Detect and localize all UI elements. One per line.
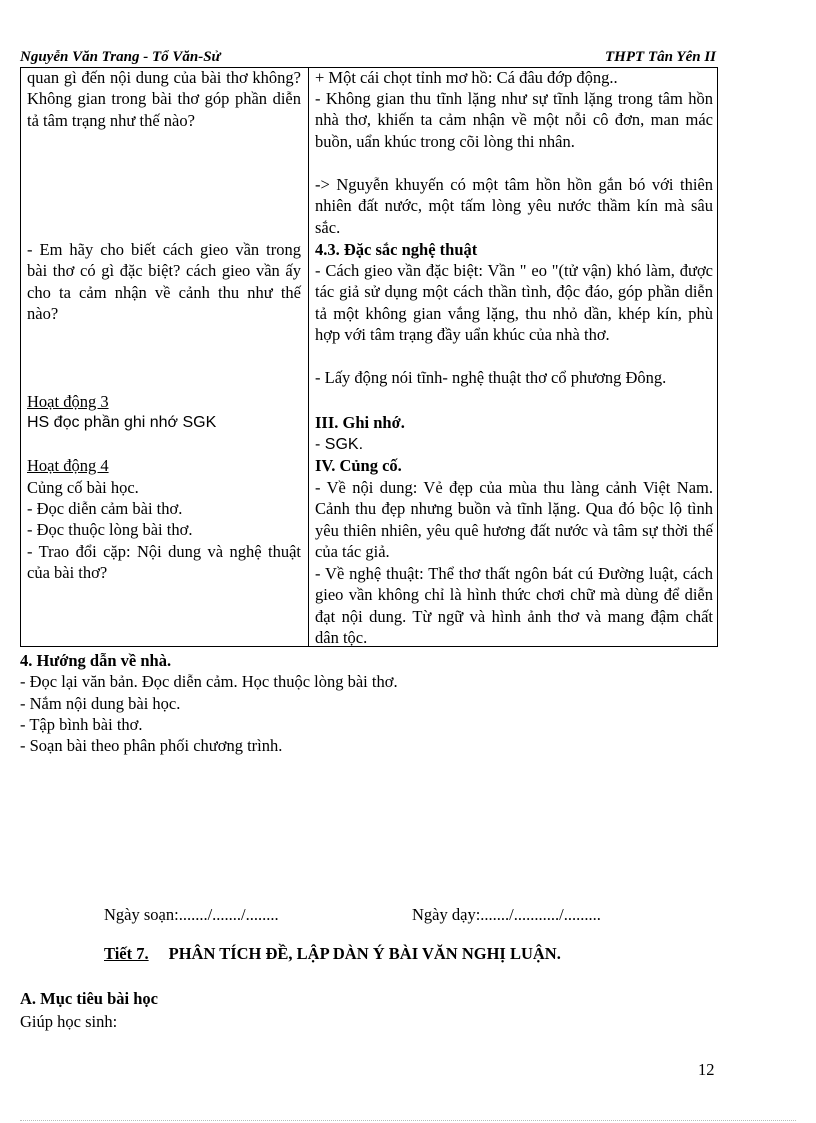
header-school: THPT Tân Yên II bbox=[605, 49, 716, 65]
page-bottom-divider bbox=[20, 1120, 796, 1121]
activity-4-line: - Đọc diễn cảm bài thơ. bbox=[27, 499, 183, 518]
content-paragraph: + Một cái chọt tỉnh mơ hồ: Cá đâu đớp động.. bbox=[315, 68, 618, 87]
question-rhyme: - Em hãy cho biết cách gieo vần trong bài thơ có gì đặc biệt? cách gieo vần ấy cho ta cảm nhận về cảnh thu như thế nào? bbox=[27, 240, 301, 323]
question-space: quan gì đến nội dung của bài thơ không? Không gian trong bài thơ góp phần diễn tả tâm trạng như thế nào? bbox=[27, 68, 301, 130]
content-paragraph: - Về nghệ thuật: Thể thơ thất ngôn bát cú Đường luật, cách gieo vần không chỉ là hình thức chơi chữ mà dùng để diễn đạt nội dung. Từ ngữ và hình ảnh thơ và mang đậm chất dân tộc. bbox=[315, 564, 713, 647]
content-paragraph: -> Nguyễn khuyến có một tâm hồn hồn gắn bó với thiên nhiên đất nước, một tấm lòng yêu nước thầm kín mà sâu sắc. bbox=[315, 175, 713, 237]
lesson-title-text: PHÂN TÍCH ĐỀ, LẬP DÀN Ý BÀI VĂN NGHỊ LUẬN. bbox=[168, 944, 561, 963]
activity-4-heading: Hoạt động 4 bbox=[27, 456, 109, 475]
section-3-heading: III. Ghi nhớ. bbox=[315, 413, 405, 432]
section-4-heading: IV. Củng cố. bbox=[315, 456, 402, 475]
activity-3-heading: Hoạt động 3 bbox=[27, 392, 109, 411]
homework-item: - Soạn bài theo phân phối chương trình. bbox=[20, 736, 283, 756]
content-paragraph: - Lấy động nói tĩnh- nghệ thuật thơ cổ phương Đông. bbox=[315, 368, 667, 387]
homework-section bbox=[20, 650, 720, 756]
section-a-heading: A. Mục tiêu bài học bbox=[20, 989, 158, 1008]
date-taught: Ngày dạy:......./.........../......... bbox=[412, 905, 601, 924]
homework-heading: 4. Hướng dẫn về nhà. bbox=[20, 651, 172, 670]
content-paragraph: - Về nội dung: Vẻ đẹp của mùa thu làng cảnh Việt Nam. Cảnh thu đẹp nhưng buồn và tĩnh lặng. Qua đó bộc lộ tình yêu thiên nhiên, yêu quê hương đất nước và tâm sự thời thế của tác giả. bbox=[315, 478, 713, 561]
page-number: 12 bbox=[698, 1060, 715, 1079]
date-prepared: Ngày soạn:......./......./........ bbox=[104, 905, 279, 924]
content-paragraph: - Cách gieo vần đặc biệt: Vần " eo "(tử vận) khó làm, được tác giả sử dụng một cách thần tình, độc đáo, góp phần diễn tả một không gian vắng lặng, thu nhỏ dần, khép kín, phù hợp với tâm trạng đầy uẩn khúc của nhà thơ. bbox=[315, 261, 713, 344]
lesson-title bbox=[104, 944, 561, 964]
homework-item: - Tập bình bài thơ. bbox=[20, 714, 143, 734]
activity-4-line: Củng cố bài học. bbox=[27, 478, 139, 497]
section-4-3-heading: 4.3. Đặc sắc nghệ thuật bbox=[315, 240, 478, 259]
content-paragraph: - Không gian thu tĩnh lặng như sự tĩnh lặng trong tâm hồn nhà thơ, khiến ta cảm nhận về một nỗi cô đơn, man mác buồn, uẩn khúc trong cõi lòng thi nhân. bbox=[315, 89, 713, 151]
activity-3-text: HS đọc phần ghi nhớ SGK bbox=[27, 414, 217, 431]
activity-4-line: - Đọc thuộc lòng bài thơ. bbox=[27, 520, 193, 539]
lesson-number: Tiết 7. bbox=[104, 944, 149, 963]
homework-item: - Đọc lại văn bản. Đọc diễn cảm. Học thuộc lòng bài thơ. bbox=[20, 672, 398, 692]
homework-item: - Nắm nội dung bài học. bbox=[20, 693, 181, 713]
column-divider bbox=[308, 67, 309, 646]
activity-4-line: - Trao đổi cặp: Nội dung và nghệ thuật của bài thơ? bbox=[27, 542, 301, 583]
content-paragraph: - SGK. bbox=[315, 436, 364, 453]
header-author: Nguyễn Văn Trang - Tổ Văn-Sử bbox=[20, 49, 221, 65]
section-a-text: Giúp học sinh: bbox=[20, 1012, 118, 1031]
lesson-table bbox=[20, 67, 718, 647]
page-header bbox=[20, 49, 718, 68]
